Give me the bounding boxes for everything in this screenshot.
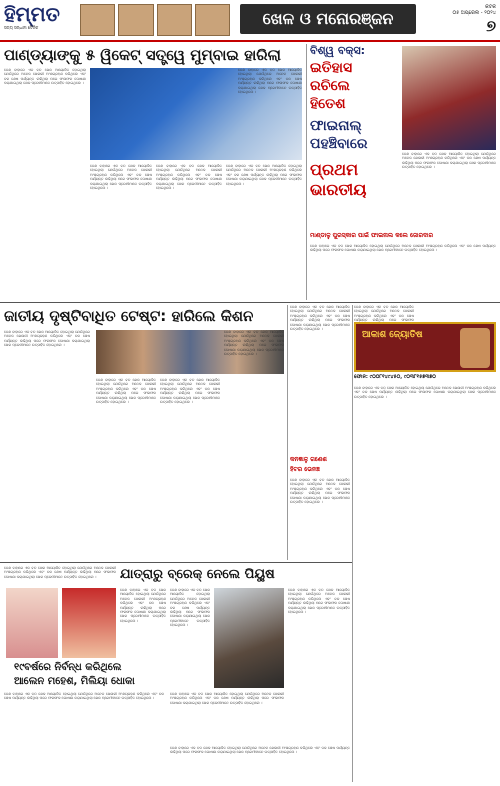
story-col-2: ଦେଶ ବାହାରେ ଏକ ବଡ ଖେଳ ଆୟୋଜିତ ହୋଇଥିଲା ଯେଉଁଥିରେ ଅନେକ ଖେଳାଳୀ ଅଂଶଗ୍ରହଣ କରିଥିଲେ ଏବଂ ଦଳ ଶେଷ ପର୍ଯ୍ୟନ୍ତ ଲଢିଥିଲା ପରେ ଫଳାଫଳ ଘୋଷଣା କରାଯାଇଥିଲା ଖେଳ ପ୍ରେମୀମାନେ ଉତ୍ସାହିତ ହୋଇଥିଲେ ।: [90, 164, 152, 191]
mid-small-head1: କନଜ୍ଞାଳୁ ଗଣେଶ: [290, 456, 327, 463]
ad-title: ଆକାଶ ଜ୍ୟୋତିଷ: [362, 330, 423, 340]
col-divider-1: [306, 44, 307, 300]
mahesh-text: ଦେଶ ବାହାରେ ଏକ ବଡ ଖେଳ ଆୟୋଜିତ ହୋଇଥିଲା ଯେଉଁଥିରେ ଅନେକ ଖେଳାଳୀ ଅଂଶଗ୍ରହଣ କରିଥିଲେ ଏବଂ ଦଳ ଶେଷ ପର୍ଯ୍ୟନ୍ତ ଲଢିଥିଲା ପରେ ଫଳାଫଳ ଘୋଷଣା କରାଯାଇଥିଲା ଖେଳ ପ୍ରେମୀମାନେ ଉତ୍ସାହିତ ହୋଇଥିଲେ ।: [4, 692, 164, 701]
side-line2: ରଚିଲେ: [310, 78, 350, 94]
story-col-5: ଦେଶ ବାହାରେ ଏକ ବଡ ଖେଳ ଆୟୋଜିତ ହୋଇଥିଲା ଯେଉଁଥିରେ ଅନେକ ଖେଳାଳୀ ଅଂଶଗ୍ରହଣ କରିଥିଲେ ଏବଂ ଦଳ ଶେଷ ପର୍ଯ୍ୟନ୍ତ ଲଢିଥିଲା ପରେ ଫଳାଫଳ ଘୋଷଣା କରାଯାଇଥିଲା ଖେଳ ପ୍ରେମୀମାନେ ଉତ୍ସାହିତ ହୋଇଥିଲେ ।: [238, 68, 302, 95]
dateline-date: ୦୫ ଅପ୍ରେଲ - ୨୦୨୪: [452, 10, 496, 16]
lower-rule: [0, 562, 352, 563]
mid-col-3: ଦେଶ ବାହାରେ ଏକ ବଡ ଖେଳ ଆୟୋଜିତ ହୋଇଥିଲା ଯେଉଁଥିରେ ଅନେକ ଖେଳାଳୀ ଅଂଶଗ୍ରହଣ କରିଥିଲେ ଏବଂ ଦଳ ଶେଷ ପର୍ଯ୍ୟନ୍ତ ଲଢିଥିଲା ପରେ ଫଳାଫଳ: [354, 305, 414, 323]
kishan-col-3: ଦେଶ ବାହାରେ ଏକ ବଡ ଖେଳ ଆୟୋଜିତ ହୋଇଥିଲା ଯେଉଁଥିରେ ଅନେକ ଖେଳାଳୀ ଅଂଶଗ୍ରହଣ କରିଥିଲେ ଏବଂ ଦଳ ଶେଷ ପର୍ଯ୍ୟନ୍ତ ଲଢିଥିଲା ପରେ ଫଳାଫଳ ଘୋଷଣା କରାଯାଇଥିଲା ଖେଳ ପ୍ରେମୀମାନେ ଉତ୍ସାହିତ ହୋଇଥିଲେ ।: [160, 378, 220, 405]
story-col-1: ଦେଶ ବାହାରେ ଏକ ବଡ ଖେଳ ଆୟୋଜିତ ହୋଇଥିଲା ଯେଉଁଥିରେ ଅନେକ ଖେଳାଳୀ ଅଂଶଗ୍ରହଣ କରିଥିଲେ ଏବଂ ଦଳ ଶେଷ ପର୍ଯ୍ୟନ୍ତ ଲଢିଥିଲା ପରେ ଫଳାଫଳ ଘୋଷଣା କରାଯାଇଥିଲା ଖେଳ ପ୍ରେମୀମାନେ ଉତ୍ସାହିତ ହୋଇଥିଲେ ।: [4, 68, 86, 86]
piyush-col-3: ଦେଶ ବାହାରେ ଏକ ବଡ ଖେଳ ଆୟୋଜିତ ହୋଇଥିଲା ଯେଉଁଥିରେ ଅନେକ ଖେଳାଳୀ ଅଂଶଗ୍ରହଣ କରିଥିଲେ ଏବଂ ଦଳ ଶେଷ ପର୍ଯ୍ୟନ୍ତ ଲଢିଥିଲା ପରେ ଫଳାଫଳ ଘୋଷଣା କରାଯାଇଥିଲା ଖେଳ ପ୍ରେମୀମାନେ ଉତ୍ସାହିତ ହୋଇଥିଲେ ।: [288, 588, 350, 615]
piyush-col-4: ଦେଶ ବାହାରେ ଏକ ବଡ ଖେଳ ଆୟୋଜିତ ହୋଇଥିଲା ଯେଉଁଥିରେ ଅନେକ ଖେଳାଳୀ ଅଂଶଗ୍ରହଣ କରିଥିଲେ ଏବଂ ଦଳ ଶେଷ ପର୍ଯ୍ୟନ୍ତ ଲଢିଥିଲା ପରେ ଫଳାଫଳ ଘୋଷଣା କରାଯାଇଥିଲା ଖେଳ ପ୍ରେମୀମାନେ ଉତ୍ସାହିତ ହୋଇଥିଲେ ।: [170, 692, 284, 705]
piyush-photo: [214, 588, 284, 688]
ad-thumb-4: [195, 4, 230, 36]
boxing-text: ଦେଶ ବାହାରେ ଏକ ବଡ ଖେଳ ଆୟୋଜିତ ହୋଇଥିଲା ଯେଉଁଥିରେ ଅନେକ ଖେଳାଳୀ ଅଂଶଗ୍ରହଣ କରିଥିଲେ ଏବଂ ଦଳ ଶେଷ ପର୍ଯ୍ୟନ୍ତ ଲଢିଥିଲା ପରେ ଫଳାଫଳ ଘୋଷଣା କରାଯାଇଥିଲା ଖେଳ ପ୍ରେମୀମାନେ ଉତ୍ସାହିତ ହୋଇଥିଲେ ।: [310, 244, 496, 253]
small-col-top: ଦେଶ ବାହାରେ ଏକ ବଡ ଖେଳ ଆୟୋଜିତ ହୋଇଥିଲା ଯେଉଁଥିରେ ଅନେକ ଖେଳାଳୀ ଅଂଶଗ୍ରହଣ କରିଥିଲେ ଏବଂ ଦଳ ଶେଷ ପର୍ଯ୍ୟନ୍ତ ଲଢିଥିଲା ପରେ ଫଳାଫଳ ଘୋଷଣା କରାଯାଇଥିଲା ଖେଳ ପ୍ରେମୀମାନେ ଉତ୍ସାହିତ ହୋଇଥିଲେ ।: [4, 566, 116, 579]
col-divider-3: [352, 305, 353, 782]
mahesh-headline-2: ଆଲେନ ମହେଶ, ମିଲିୟା ଧୋକା: [14, 676, 135, 687]
side-line3: ହିତେଶ: [310, 96, 346, 112]
right-long-col: ଦେଶ ବାହାରେ ଏକ ବଡ ଖେଳ ଆୟୋଜିତ ହୋଇଥିଲା ଯେଉଁଥିରେ ଅନେକ ଖେଳାଳୀ ଅଂଶଗ୍ରହଣ କରିଥିଲେ ଏବଂ ଦଳ ଶେଷ ପର୍ଯ୍ୟନ୍ତ ଲଢିଥିଲା ପରେ ଫଳାଫଳ ଘୋଷଣା କରାଯାଇଥିଲା ଖେଳ ପ୍ରେମୀମାନେ ଉତ୍ସାହିତ ହୋଇଥିଲେ ।: [354, 386, 496, 399]
piyush-col-1: ଦେଶ ବାହାରେ ଏକ ବଡ ଖେଳ ଆୟୋଜିତ ହୋଇଥିଲା ଯେଉଁଥିରେ ଅନେକ ଖେଳାଳୀ ଅଂଶଗ୍ରହଣ କରିଥିଲେ ଏବଂ ଦଳ ଶେଷ ପର୍ଯ୍ୟନ୍ତ ଲଢିଥିଲା ପରେ ଫଳାଫଳ ଘୋଷଣା କରାଯାଇଥିଲା ଖେଳ ପ୍ରେମୀମାନେ ଉତ୍ସାହିତ ହୋଇଥିଲେ ।: [120, 588, 166, 623]
page-number: ୭: [486, 16, 496, 35]
col-divider-2: [287, 305, 288, 560]
story-col-4: ଦେଶ ବାହାରେ ଏକ ବଡ ଖେଳ ଆୟୋଜିତ ହୋଇଥିଲା ଯେଉଁଥିରେ ଅନେକ ଖେଳାଳୀ ଅଂଶଗ୍ରହଣ କରିଥିଲେ ଏବଂ ଦଳ ଶେଷ ପର୍ଯ୍ୟନ୍ତ ଲଢିଥିଲା ପରେ ଫଳାଫଳ ଘୋଷଣା କରାଯାଇଥିଲା ଖେଳ ପ୍ରେମୀମାନେ ଉତ୍ସାହିତ ହୋଇଥିଲେ ।: [226, 164, 302, 186]
masthead-ads: [80, 4, 230, 36]
top-rule: [0, 40, 500, 42]
actress-photo-1: [6, 588, 58, 658]
piyush-headline: ଯାତ୍ରାରୁ ବ୍ରେକ୍ ନେଲେ ପିୟୁଷ: [120, 567, 275, 582]
boxing-subhead: ମାଣ୍ଡାଳୁ ପୁରସ୍କାର ପାଇଁ ଫାଇନାଲ କଲେ ଜୋରଦାର: [310, 232, 434, 239]
ad-thumb-1: [80, 4, 115, 36]
masthead: [4, 3, 76, 39]
side-line1: ଇତିହାସ: [310, 60, 353, 76]
dateline-city: କଟକ: [485, 4, 496, 10]
section-title: ଖେଳ ଓ ମନୋରଞ୍ଜନ: [240, 4, 416, 34]
ad-thumb-3: [157, 4, 192, 36]
dateline: [422, 4, 496, 34]
kishan-col-2: ଦେଶ ବାହାରେ ଏକ ବଡ ଖେଳ ଆୟୋଜିତ ହୋଇଥିଲା ଯେଉଁଥିରେ ଅନେକ ଖେଳାଳୀ ଅଂଶଗ୍ରହଣ କରିଥିଲେ ଏବଂ ଦଳ ଶେଷ ପର୍ଯ୍ୟନ୍ତ ଲଢିଥିଲା ପରେ ଫଳାଫଳ ଘୋଷଣା କରାଯାଇଥିଲା ଖେଳ ପ୍ରେମୀମାନେ ଉତ୍ସାହିତ ହୋଇଥିଲେ ।: [96, 378, 156, 405]
side-line6: ପ୍ରଥମ: [310, 160, 359, 179]
ad-portrait: [460, 328, 490, 368]
masthead-name: ହିମ୍ମତ: [4, 2, 60, 26]
mid-col-2: ଦେଶ ବାହାରେ ଏକ ବଡ ଖେଳ ଆୟୋଜିତ ହୋଇଥିଲା ଯେଉଁଥିରେ ଅନେକ ଖେଳାଳୀ ଅଂଶଗ୍ରହଣ କରିଥିଲେ ଏବଂ ଦଳ ଶେଷ ପର୍ଯ୍ୟନ୍ତ ଲଢିଥିଲା ପରେ ଫଳାଫଳ ଘୋଷଣା କରାଯାଇଥିଲା ଖେଳ ପ୍ରେମୀମାନେ ଉତ୍ସାହିତ ହୋଇଥିଲେ ।: [290, 478, 350, 505]
main-headline: ପାଣ୍ଡ୍ୟାଙ୍କୁ ୫ ୱିକେଟ୍ ସତ୍ତ୍ୱେ ମୁମ୍ବାଇ ହାରିଲା: [4, 46, 281, 64]
ad-phone: ଫୋନ: ୯୦୦୮୧୪୯୪୫୦, ୯୦୩୮୧୫୭୩୭୦: [354, 374, 436, 380]
side-kicker: ବିଶ୍ୱ ବକ୍ସ:: [310, 44, 366, 57]
mid-col-1: ଦେଶ ବାହାରେ ଏକ ବଡ ଖେଳ ଆୟୋଜିତ ହୋଇଥିଲା ଯେଉଁଥିରେ ଅନେକ ଖେଳାଳୀ ଅଂଶଗ୍ରହଣ କରିଥିଲେ ଏବଂ ଦଳ ଶେଷ ପର୍ଯ୍ୟନ୍ତ ଲଢିଥିଲା ପରେ ଫଳାଫଳ ଘୋଷଣା କରାଯାଇଥିଲା ଖେଳ ପ୍ରେମୀମାନେ ଉତ୍ସାହିତ ହୋଇଥିଲେ ।: [290, 305, 350, 332]
side-line7: ଭାରତୀୟ: [310, 180, 367, 199]
side-line4: ଫାଇନାଲ୍: [310, 118, 362, 134]
mid-small-head2: ହିଟର ଭେନଞ୍ଚ: [290, 466, 320, 473]
bottom-text: ଦେଶ ବାହାରେ ଏକ ବଡ ଖେଳ ଆୟୋଜିତ ହୋଇଥିଲା ଯେଉଁଥିରେ ଅନେକ ଖେଳାଳୀ ଅଂଶଗ୍ରହଣ କରିଥିଲେ ଏବଂ ଦଳ ଶେଷ ପର୍ଯ୍ୟନ୍ତ ଲଢିଥିଲା ପରେ ଫଳାଫଳ ଘୋଷଣା କରାଯାଇଥିଲା ଖେଳ ପ୍ରେମୀମାନେ ଉତ୍ସାହିତ ହୋଇଥିଲେ ।: [170, 746, 350, 755]
kishan-headline: ଜାତୀୟ ଦୃଷ୍ଟିବାଧିତ ଟେଷ୍ଟ: ହାରିଲେ କିଶନ: [4, 307, 254, 325]
masthead-tagline: ସତ୍ୟ ସନ୍ଧାନୀ ଦୈନିକ: [4, 25, 39, 30]
kishan-col-1: ଦେଶ ବାହାରେ ଏକ ବଡ ଖେଳ ଆୟୋଜିତ ହୋଇଥିଲା ଯେଉଁଥିରେ ଅନେକ ଖେଳାଳୀ ଅଂଶଗ୍ରହଣ କରିଥିଲେ ଏବଂ ଦଳ ଶେଷ ପର୍ଯ୍ୟନ୍ତ ଲଢିଥିଲା ପରେ ଫଳାଫଳ ଘୋଷଣା କରାଯାଇଥିଲା ଖେଳ ପ୍ରେମୀମାନେ ଉତ୍ସାହିତ ହୋଇଥିଲେ ।: [4, 330, 90, 348]
story-col-3: ଦେଶ ବାହାରେ ଏକ ବଡ ଖେଳ ଆୟୋଜିତ ହୋଇଥିଲା ଯେଉଁଥିରେ ଅନେକ ଖେଳାଳୀ ଅଂଶଗ୍ରହଣ କରିଥିଲେ ଏବଂ ଦଳ ଶେଷ ପର୍ଯ୍ୟନ୍ତ ଲଢିଥିଲା ପରେ ଫଳାଫଳ ଘୋଷଣା କରାଯାଇଥିଲା ଖେଳ ପ୍ରେମୀମାନେ ଉତ୍ସାହିତ ହୋଇଥିଲେ ।: [156, 164, 222, 191]
boxing-text-right: ଦେଶ ବାହାରେ ଏକ ବଡ ଖେଳ ଆୟୋଜିତ ହୋଇଥିଲା ଯେଉଁଥିରେ ଅନେକ ଖେଳାଳୀ ଅଂଶଗ୍ରହଣ କରିଥିଲେ ଏବଂ ଦଳ ଶେଷ ପର୍ଯ୍ୟନ୍ତ ଲଢିଥିଲା ପରେ ଫଳାଫଳ ଘୋଷଣା କରାଯାଇଥିଲା ଖେଳ ପ୍ରେମୀମାନେ ଉତ୍ସାହିତ ହୋଇଥିଲେ ।: [402, 152, 496, 170]
piyush-col-2: ଦେଶ ବାହାରେ ଏକ ବଡ ଖେଳ ଆୟୋଜିତ ହୋଇଥିଲା ଯେଉଁଥିରେ ଅନେକ ଖେଳାଳୀ ଅଂଶଗ୍ରହଣ କରିଥିଲେ ଏବଂ ଦଳ ଶେଷ ପର୍ଯ୍ୟନ୍ତ ଲଢିଥିଲା ପରେ ଫଳାଫଳ ଘୋଷଣା କରାଯାଇଥିଲା ଖେଳ ପ୍ରେମୀମାନେ ଉତ୍ସାହିତ ହୋଇଥିଲେ ।: [170, 588, 210, 628]
side-line5: ପହଞ୍ଚିବାରେ: [310, 136, 368, 152]
astrology-ad: [354, 322, 496, 372]
actress-photo-2: [62, 588, 116, 658]
mid-rule: [0, 302, 500, 303]
boxing-photo: [402, 46, 496, 150]
ad-thumb-2: [118, 4, 153, 36]
masthead-bar: [0, 0, 500, 42]
mahesh-headline: ୧୯ବର୍ଷରେ ନିର୍ବନ୍ଧ କରିଥିଲେ: [14, 662, 122, 673]
kishan-col-4: ଦେଶ ବାହାରେ ଏକ ବଡ ଖେଳ ଆୟୋଜିତ ହୋଇଥିଲା ଯେଉଁଥିରେ ଅନେକ ଖେଳାଳୀ ଅଂଶଗ୍ରହଣ କରିଥିଲେ ଏବଂ ଦଳ ଶେଷ ପର୍ଯ୍ୟନ୍ତ ଲଢିଥିଲା ପରେ ଫଳାଫଳ ଘୋଷଣା କରାଯାଇଥିଲା ଖେଳ ପ୍ରେମୀମାନେ ଉତ୍ସାହିତ ହୋଇଥିଲେ ।: [224, 330, 284, 357]
